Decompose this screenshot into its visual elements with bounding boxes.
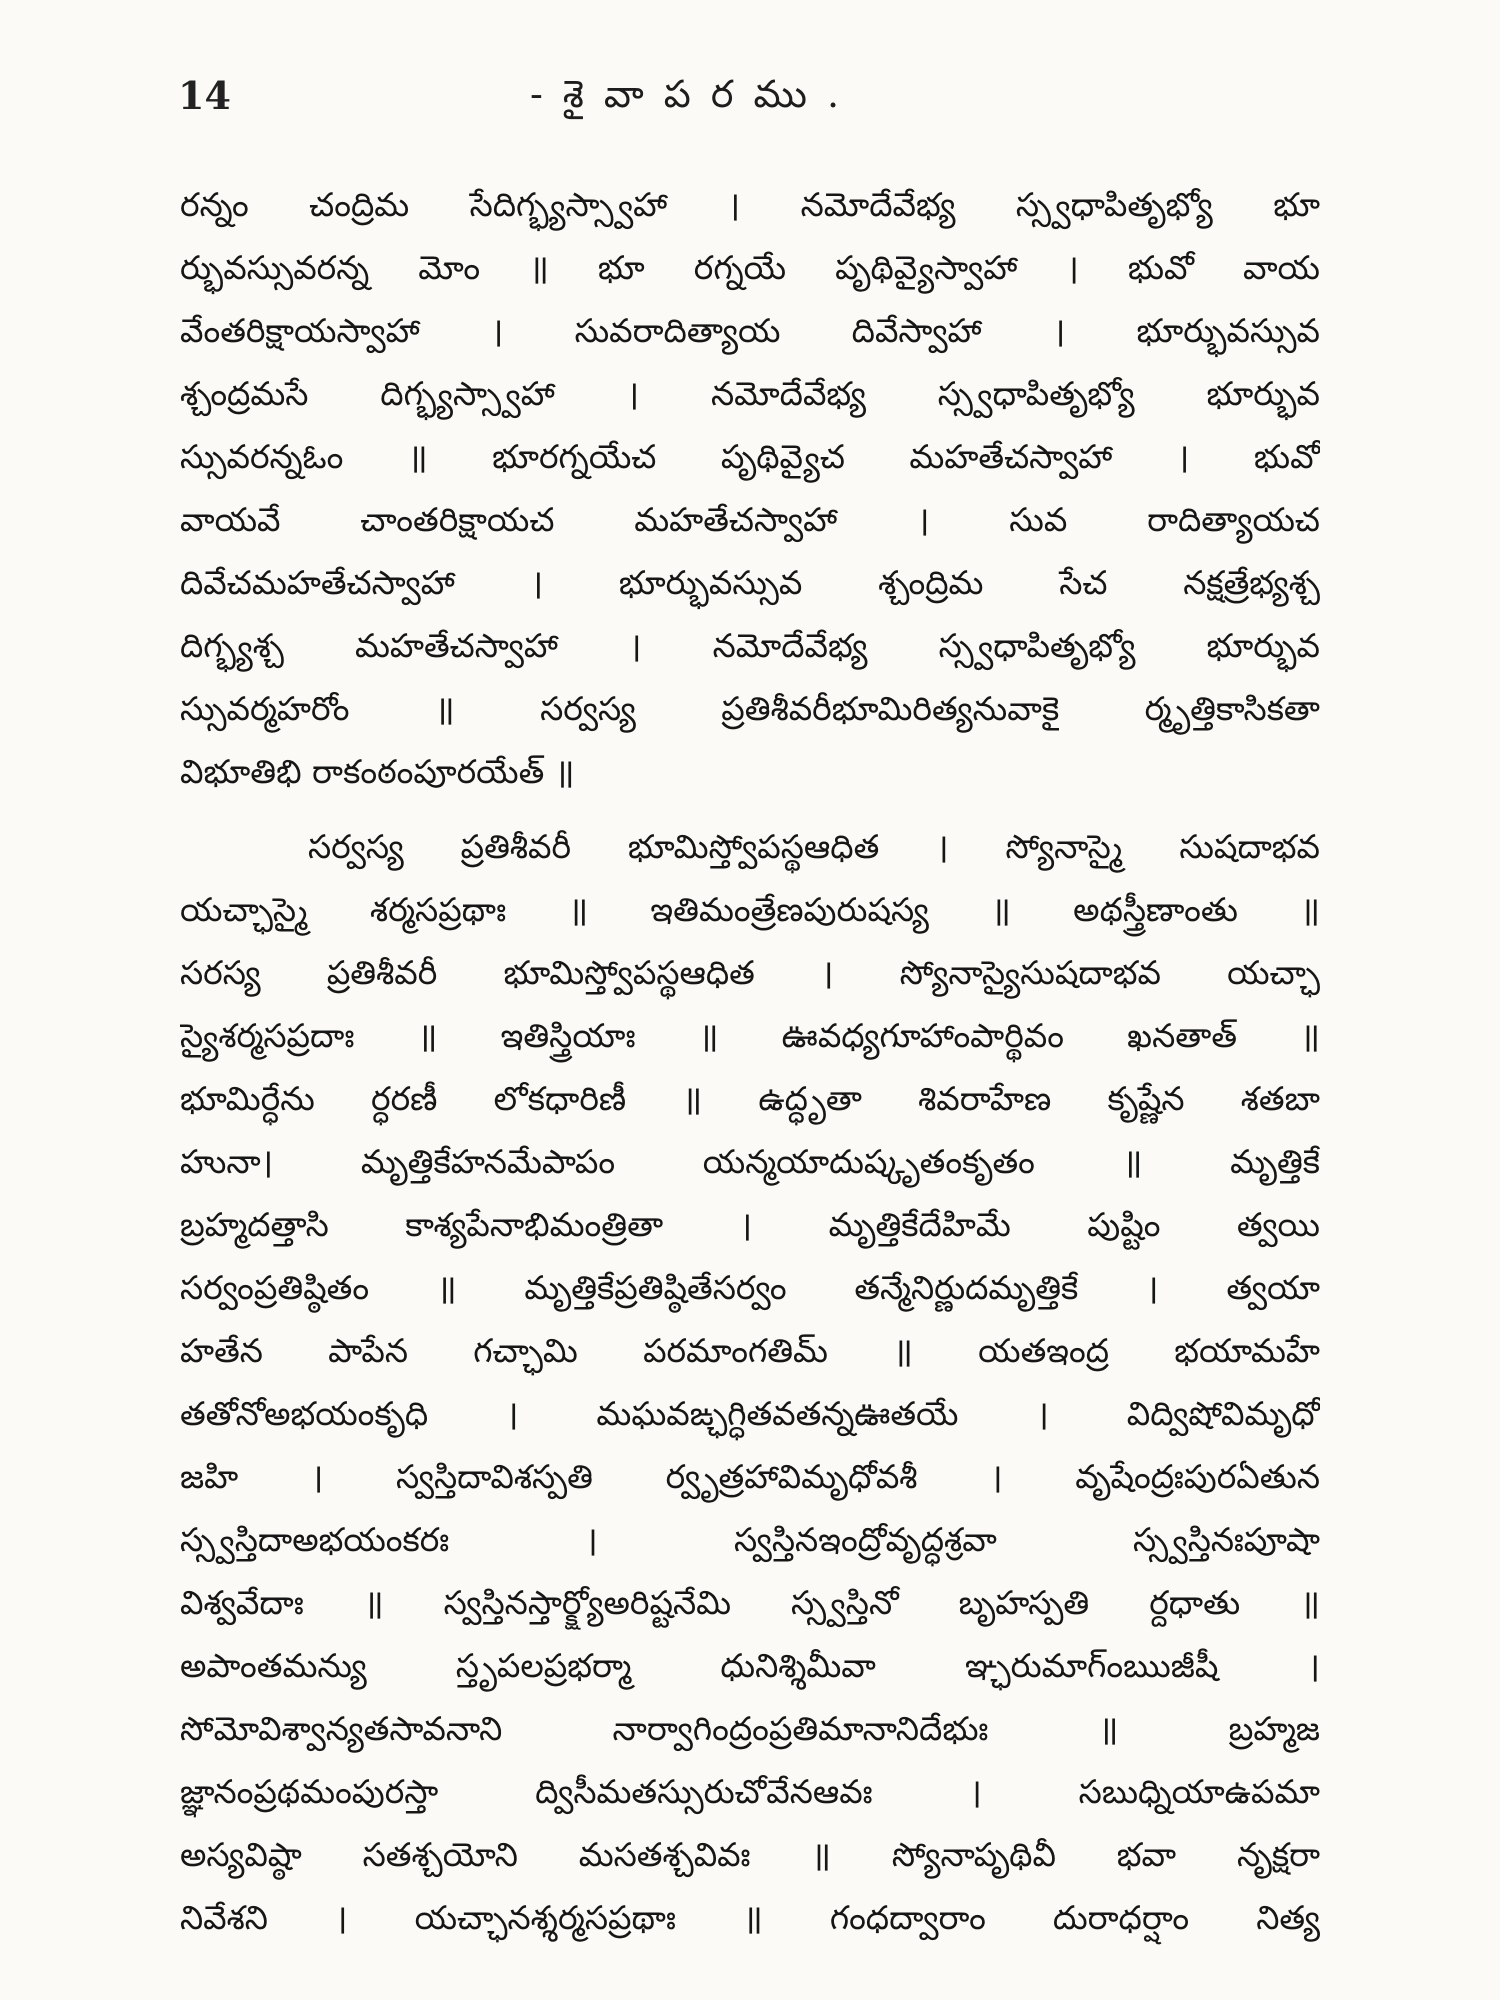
text-line: స్స్వస్తిదాఅభయంకరః । స్వస్తినఇంద్రోవృద్ధశ్రవా స్స్వస్తినఃపూషా (180, 1520, 1320, 1559)
text-line: శ్చంద్రమసే దిగ్భ్యస్స్వాహా । నమోదేవేభ్య స్స్వధాపితృభ్యో భూర్భువ (180, 374, 1320, 413)
text-line: వేంతరిక్షాయస్వాహా । సువరాదిత్యాయ దివేస్వాహా । భూర్భువస్సువ (180, 311, 1320, 350)
running-title: - శై వా ప ర ము . (530, 72, 844, 116)
page-number: 14 (178, 73, 231, 118)
text-line: స్యైశర్మసప్రదాః ॥ ఇతిస్త్రియాః ॥ ఊవధ్యగూహాంపార్థివం ఖనతాత్ ॥ (180, 1016, 1320, 1055)
paragraph (180, 173, 1320, 803)
text-line: స్సువర్మహరోం ॥ సర్వస్య ప్రతిశీవరీభూమిరిత్యనువాకై ర్మృత్తికాసికతా (180, 689, 1320, 728)
text-line: హతేన పాపేన గచ్ఛామి పరమాంగతిమ్ ॥ యతఇంద్ర భయామహే (180, 1331, 1320, 1370)
text-line: యచ్ఛాస్మై శర్మసప్రథాః ॥ ఇతిమంత్రేణపురుషస్య ॥ అథస్త్రీణాంతు ॥ (180, 890, 1320, 929)
paragraph (180, 815, 1320, 1949)
text-line: రన్నం చంద్రిమ సేదిగ్భ్యస్స్వాహా । నమోదేవేభ్య స్స్వధాపితృభ్యో భూ (180, 185, 1320, 224)
text-line: వాయవే చాంతరిక్షాయచ మహతేచస్వాహా । సువ రాదిత్యాయచ (180, 500, 1320, 539)
text-line: బ్రహ్మదత్తాసి కాశ్యపేనాభిమంత్రితా । మృత్తికేదేహిమే పుష్టిం త్వయి (180, 1205, 1320, 1244)
text-line: సరస్య ప్రతిశీవరీ భూమిస్త్వోపస్థఆధిత । స్యోనాస్యైసుషదాభవ యచ్ఛా (180, 953, 1320, 992)
page-header (0, 0, 1500, 140)
text-line: సర్వంప్రతిష్ఠితం ॥ మృత్తికేప్రతిష్ఠితేసర్వం తన్మేనిర్ణుదమృత్తికే । త్వయా (180, 1268, 1320, 1307)
text-line: సర్వస్య ప్రతిశీవరీ భూమిస్త్వోపస్థఆధిత । స్యోనాస్మై సుషదాభవ (308, 827, 1320, 866)
text-line: హునా। మృత్తికేహనమేపాపం యన్మయాదుష్కృతంకృతం ॥ మృత్తికే (180, 1142, 1320, 1181)
text-line: అపాంతమన్యు స్తృపలప్రభర్మా ధునిశ్శిమీవా ఞ్ఛరుమాగ్ంఋజీషీ । (180, 1646, 1320, 1685)
text-line: స్సువరన్నఓం ॥ భూరగ్నయేచ పృథివ్యైచ మహతేచస్వాహా । భువో (180, 437, 1320, 476)
text-line: విభూతిభి రాకంఠంపూరయేత్ ॥ (180, 752, 575, 791)
text-line: తతోనోఅభయంకృధి । మఘవఙ్ఛగ్ధితవతన్నఊతయే । విద్విషోవిమృధో (180, 1394, 1320, 1433)
text-line: ర్భువస్సువరన్న మోం ॥ భూ రగ్నయే పృథివ్యైస్వాహా । భువో వాయ (180, 248, 1320, 287)
text-line: అస్యవిష్ఠా సతశ్చయోని మసతశ్చవివః ॥ స్యోనాపృథివీ భవా నృక్షరా (180, 1835, 1320, 1874)
text-line: నివేశని । యచ్ఛానశ్శర్మసప్రథాః ॥ గంధద్వారాం దురాధర్షాం నిత్య (180, 1898, 1320, 1937)
text-line: సోమోవిశ్వాన్యతసావనాని నార్వాగింద్రంప్రతిమానానిదేభుః ॥ బ్రహ్మజ (180, 1709, 1320, 1748)
text-line: విశ్వవేదాః ॥ స్వస్తినస్తార్క్ష్యోఅరిష్టనేమి స్స్వస్తినో బృహస్పతి ర్దధాతు ॥ (180, 1583, 1320, 1622)
text-line: దివేచమహతేచస్వాహా । భూర్భువస్సువ శ్చంద్రిమ సేచ నక్షత్రేభ్యశ్చ (180, 563, 1320, 602)
text-line: జహి । స్వస్తిదావిశస్పతి ర్వృత్రహావిమృధోవశీ । వృషేంద్రఃపురఏతున (180, 1457, 1320, 1496)
text-line: జ్ఞానంప్రథమంపురస్తా ద్విసీమతస్సురుచోవేనఆవః । సబుధ్నియాఉపమా (180, 1772, 1320, 1811)
text-line: భూమిర్ధేను ర్ధరణీ లోకధారిణీ ॥ ఉద్ధృతా శివరాహేణ కృష్ణేన శతబా (180, 1079, 1320, 1118)
text-line: దిగ్భ్యశ్చ మహతేచస్వాహా । నమోదేవేభ్య స్స్వధాపితృభ్యో భూర్భువ (180, 626, 1320, 665)
